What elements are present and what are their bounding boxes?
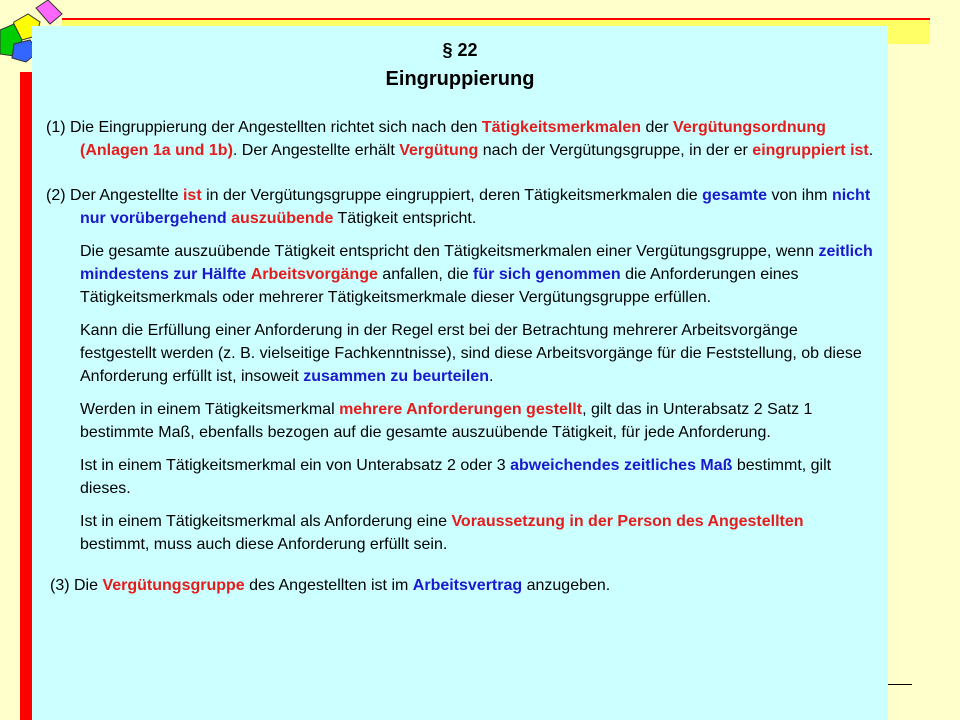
- text-run: Ist in einem Tätigkeitsmerkmal als Anforderung eine: [80, 513, 452, 530]
- text-run: , gilt das in Unterabsatz 2 Satz 1 bestimmte Maß, ebenfalls bezogen auf die gesamte auszuübende Tätigkeit, für jede Anforderung.: [80, 401, 813, 441]
- text-run: .: [868, 142, 874, 159]
- emphasis-red: Vergütung: [399, 142, 479, 159]
- emphasis-blue: Arbeitsvertrag: [412, 577, 523, 594]
- paragraph-1: [46, 116, 874, 162]
- sidebar-accent-bar: [20, 72, 32, 720]
- text-run: der: [641, 119, 674, 136]
- emphasis-blue: zeitlich mindestens zur Hälfte: [80, 243, 873, 283]
- text-run: Die Eingruppierung der Angestellten richtet sich nach den: [65, 119, 482, 136]
- text-run: die Anforderungen eines Tätigkeitsmerkmals oder mehrerer Tätigkeitsmerkmale dieser Vergütungsgruppe erfüllen.: [80, 266, 799, 306]
- emphasis-red: Tätigkeitsmerkmalen: [481, 119, 642, 136]
- emphasis-red: ist: [182, 187, 202, 204]
- paragraph-label: (2): [46, 187, 66, 204]
- paragraph-label: (1): [46, 119, 66, 136]
- text-run: in der Vergütungsgruppe eingruppiert, deren Tätigkeitsmerkmalen die: [201, 187, 703, 204]
- text-run: nach der Vergütungsgruppe, in der er: [478, 142, 753, 159]
- text-run: Tätigkeit entspricht.: [333, 210, 477, 227]
- emphasis-red: mehrere Anforderungen gestellt: [339, 401, 583, 418]
- footer-rule: [886, 684, 912, 685]
- subparagraph-2-3: [46, 398, 874, 444]
- emphasis-blue: für sich genommen: [473, 266, 621, 283]
- text-run: bestimmt, gilt dieses.: [80, 457, 832, 497]
- emphasis-red: Arbeitsvorgänge: [250, 266, 378, 283]
- emphasis-red: eingruppiert ist: [752, 142, 869, 159]
- content-panel: [32, 26, 888, 720]
- emphasis-blue: abweichendes zeitliches Maß: [510, 457, 733, 474]
- paragraph-3: [46, 574, 874, 597]
- subparagraph-2-2: [46, 319, 874, 388]
- text-run: . Der Angestellte erhält: [232, 142, 400, 159]
- text-run: Der Angestellte: [65, 187, 183, 204]
- subparagraph-2-4: [46, 454, 874, 500]
- page-title: Eingruppierung: [385, 68, 535, 90]
- text-run: Ist in einem Tätigkeitsmerkmal ein von Unterabsatz 2 oder 3: [80, 457, 511, 474]
- section-number: § 22: [442, 40, 478, 60]
- text-run: anfallen, die: [377, 266, 474, 283]
- subparagraph-2-1: [46, 240, 874, 309]
- subparagraph-2-5: [46, 510, 874, 556]
- paragraph-2: [46, 184, 874, 230]
- emphasis-red: auszuübende: [231, 210, 334, 227]
- emphasis-blue: gesamte: [702, 187, 768, 204]
- text-run: des Angestellten ist im: [244, 577, 413, 594]
- text-run: Werden in einem Tätigkeitsmerkmal: [80, 401, 340, 418]
- text-run: (3) Die: [50, 577, 103, 594]
- text-run: Die gesamte auszuübende Tätigkeit entspricht den Tätigkeitsmerkmalen einer Vergütungsgruppe, wenn: [80, 243, 819, 260]
- emphasis-red: Voraussetzung in der Person des Angestellten: [451, 513, 804, 530]
- text-run: Kann die Erfüllung einer Anforderung in der Regel erst bei der Betrachtung mehrerer Arbeitsvorgänge festgestellt werden (z. B. vielseitige Fachkenntnisse), sind diese Arbeitsvorgänge für die Feststellung, ob diese Anforderung erfüllt ist, insoweit: [80, 322, 862, 385]
- emphasis-blue: nicht nur vorübergehend: [80, 187, 871, 227]
- text-run: .: [489, 368, 494, 385]
- text-run: bestimmt, muss auch diese Anforderung erfüllt sein.: [80, 536, 448, 553]
- emphasis-red: Vergütungsgruppe: [102, 577, 245, 594]
- text-run: anzugeben.: [522, 577, 611, 594]
- text-run: von ihm: [767, 187, 832, 204]
- emphasis-blue: zusammen zu beurteilen: [303, 368, 490, 385]
- emphasis-red: Vergütungsordnung (Anlagen 1a und 1b): [80, 119, 826, 159]
